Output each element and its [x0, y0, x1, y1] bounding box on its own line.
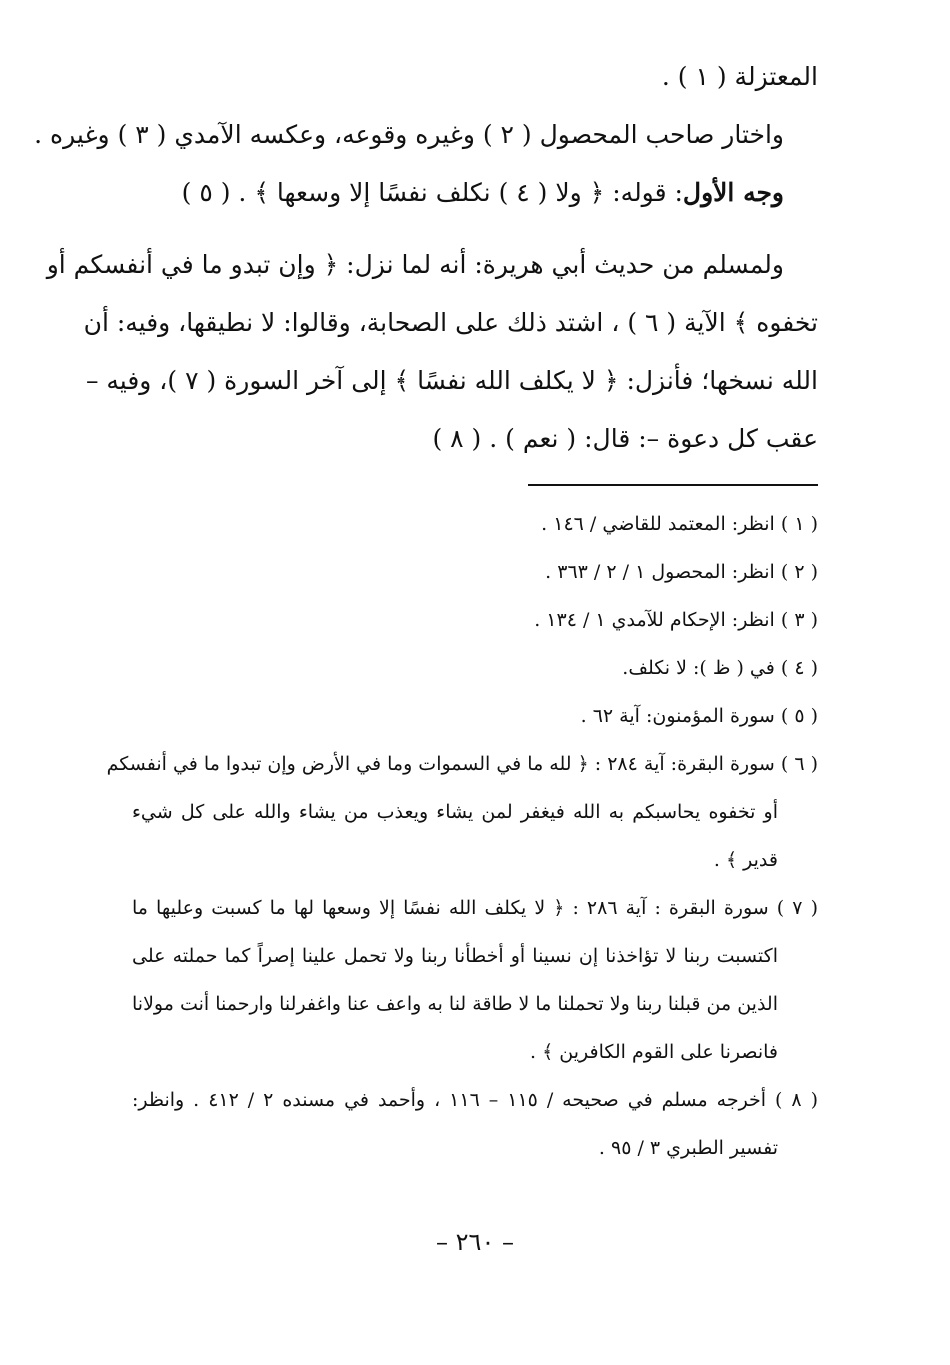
footnote-separator [528, 484, 818, 486]
footnotes [106, 500, 818, 1172]
footnote-3: ( ٣ ) انظر: الإحكام للآمدي ١ / ١٣٤ . [534, 609, 818, 631]
main-line-7: عقب كل دعوة –: قال: ( نعم ) . ( ٨ ) [432, 424, 818, 453]
footnote-6-line-1: ( ٦ ) سورة البقرة: آية ٢٨٤ : ﴿ لله ما في السموات وما في الأرض وإن تبدوا ما في أنفسكم [106, 753, 818, 775]
footnote-7-line-3: الذين من قبلنا ربنا ولا تحملنا ما لا طاقة لنا به واعف عنا واغفرلنا وارحمنا أنت مولانا [132, 993, 778, 1015]
section-text: : قوله: ﴿ ولا ( ٤ ) نكلف نفسًا إلا وسعها ﴾ . ( ٥ ) [181, 178, 683, 207]
page-number: – ٢٦٠ – [436, 1228, 514, 1256]
main-line-5: تخفوه ﴾ الآية ( ٦ ) ، اشتد ذلك على الصحابة، وقالوا: لا نطيقها، وفيه: أن [83, 308, 818, 337]
main-line-6: الله نسخها؛ فأنزل: ﴿ لا يكلف الله نفسًا ﴾ إلى آخر السورة ( ٧ )، وفيه – [85, 366, 818, 395]
footnote-1: ( ١ ) انظر: المعتمد للقاضي / ١٤٦ . [541, 513, 818, 535]
footnote-5: ( ٥ ) سورة المؤمنون: آية ٦٢ . [580, 705, 818, 727]
main-line-2: واختار صاحب المحصول ( ٢ ) وغيره وقوعه، وعكسه الآمدي ( ٣ ) وغيره . [34, 120, 784, 149]
footnote-8-line-1: ( ٨ ) أخرجه مسلم في صحيحه / ١١٥ – ١١٦ ، وأحمد في مسنده ٢ / ٤١٢ . وانظر: [132, 1089, 818, 1111]
footnote-7-line-4: فانصرنا على القوم الكافرين ﴾ . [530, 1041, 778, 1063]
footnote-4: ( ٤ ) في ( ظ ): لا نكلف. [622, 657, 818, 679]
main-text [34, 48, 818, 468]
footnote-8-line-2: تفسير الطبري ٣ / ٩٥ . [598, 1137, 778, 1159]
main-line-1: المعتزلة ( ١ ) . [661, 62, 818, 91]
section-label: وجه الأول [682, 178, 784, 207]
footnote-6-line-3: قدير ﴾ . [713, 849, 778, 871]
footnote-7-line-1: ( ٧ ) سورة البقرة : آية ٢٨٦ : ﴿ لا يكلف الله نفسًا إلا وسعها لها ما كسبت وعليها ما [132, 897, 818, 919]
footnote-6-line-2: أو تخفوه يحاسبكم به الله فيغفر لمن يشاء ويعذب من يشاء والله على كل شيء [132, 801, 778, 823]
footnote-7-line-2: اكتسبت ربنا لا تؤاخذنا إن نسينا أو أخطأنا ربنا ولا تحمل علينا إصراً كما حملته على [132, 945, 778, 967]
main-line-3 [132, 164, 818, 222]
main-line-4: ولمسلم من حديث أبي هريرة: أنه لما نزل: ﴿ وإن تبدو ما في أنفسكم أو [46, 250, 784, 279]
paragraph-gap [132, 222, 818, 236]
footnote-2: ( ٢ ) انظر: المحصول ١ / ٢ / ٣٦٣ . [545, 561, 818, 583]
